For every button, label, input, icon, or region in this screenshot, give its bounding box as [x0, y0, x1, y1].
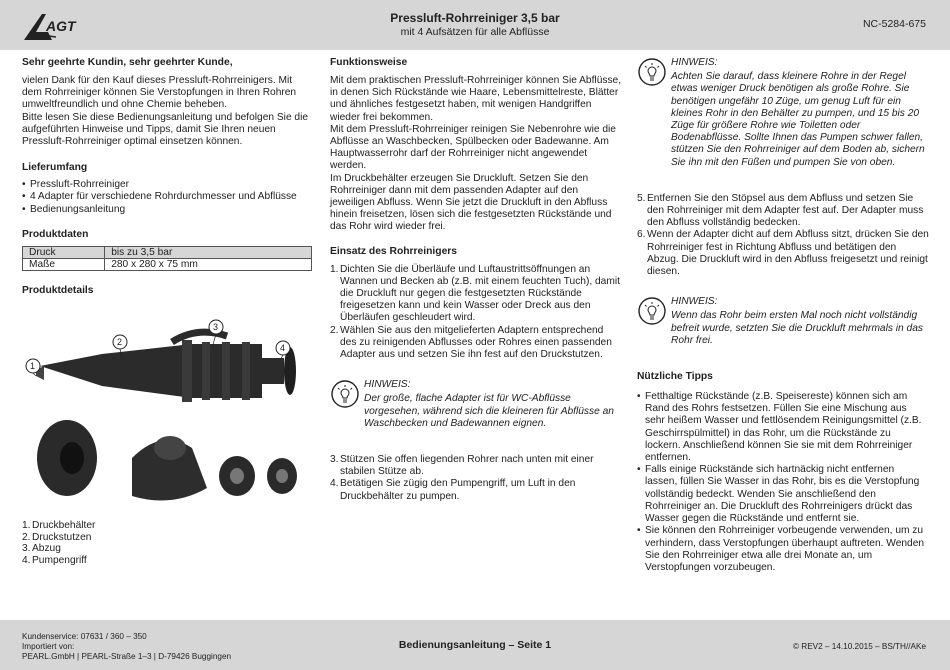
- table-cell: Druck: [23, 246, 105, 258]
- list-item: 3. Abzug: [22, 543, 61, 554]
- produktdaten-table: [22, 246, 312, 271]
- produktdaten-heading: Produktdaten: [22, 228, 89, 240]
- page-footer: [0, 620, 950, 670]
- parts-list: [22, 520, 95, 566]
- list-item: 3. Stützen Sie offen liegenden Rohrer nach unten mit einer stabilen Stütze ab.: [330, 454, 594, 478]
- list-item: • Pressluft-Rohrreiniger: [22, 179, 312, 191]
- lieferumfang-heading: Lieferumfang: [22, 162, 88, 174]
- steps-list: [330, 264, 622, 362]
- note-body: Wenn das Rohr beim ersten Mal noch nicht vollständig befreit wurde, setzten Sie die Druckluft mehrmals in das Rohr frei.: [671, 310, 923, 346]
- note-title: HINWEIS:: [364, 379, 411, 391]
- lightbulb-icon: [330, 379, 360, 409]
- lightbulb-icon: [637, 57, 667, 87]
- greeting: Sehr geehrte Kundin, sehr geehrter Kunde,: [22, 57, 233, 68]
- tipps-heading: Nützliche Tipps: [637, 371, 713, 383]
- table-cell: bis zu 3,5 bar: [105, 246, 312, 258]
- column-right: [637, 57, 929, 574]
- list-item: 5. Entfernen Sie den Stöpsel aus dem Abfluss und setzen Sie den Rohrreiniger mit dem Adapter fest auf. Der Adapter muss den Abfluss vollständig bedecken.: [637, 192, 924, 229]
- callout-3: 3: [213, 322, 219, 332]
- table-cell: Maße: [23, 258, 105, 270]
- list-item: 1. Dichten Sie die Überläufe und Luftaustrittsöffnungen an Wannen und Becken ab (z.B. mit einem feuchten Tuch), damit die Druckluft nur gegen die festgesetzten Rückstände freigesetzen kann und kein Wasser oder Dreck aus den Überläufen geschleudert wird.: [330, 263, 620, 324]
- service-line: Kundenservice: 07631 / 360 – 350: [22, 632, 147, 641]
- list-item: 2. Wählen Sie aus den mitgelieferten Adaptern entsprechend des zu reinigenden Abflusses oder Rohres einen passenden Adapter aus und setzen Sie ihn fest auf den Druckstutzen.: [330, 324, 612, 361]
- document-number: NC-5284-675: [862, 18, 926, 30]
- steps-list: [330, 454, 622, 503]
- document-subtitle: mit 4 Aufsätzen für alle Abflüsse: [400, 26, 550, 38]
- funktionsweise-text: Mit dem praktischen Pressluft-Rohrreiniger können Sie Abflüsse, in denen Sich Rückstände wie Haare, Lebensmittelreste, Blätter und ähnliches festgesetzt haben, mit wenigen Handgriffen wieder frei bekommen. Mit dem Pressluft-Rohrreiniger reinigen Sie Nebenrohre wie die Abflüsse an Waschbecken, Spülbecken oder Badewanne. Am Hauptwasserrohr darf der Rohrreiniger nicht angewendet werden. Im Druckbehälter erzeugen Sie Druckluft. Setzen Sie den Rohrreiniger dann mit dem passenden Adapter auf den jeweiligen Abfluss. Wenn Sie jetzt die Druckluft in den Abfluss hinein freisetzen, lösen sich die festgesetzten Rückstände und das Rohr wird wieder frei.: [330, 75, 622, 233]
- table-row: [23, 246, 312, 258]
- note-title: HINWEIS:: [671, 57, 718, 68]
- page-label: Bedienungsanleitung – Seite 1: [398, 639, 552, 651]
- revision-label: © REV2 – 14.10.2015 – BS/TH//AKe: [792, 642, 926, 651]
- list-item: 1. Druckbehälter: [22, 520, 96, 531]
- funktionsweise-heading: Funktionsweise: [330, 57, 408, 68]
- lightbulb-icon: [637, 296, 667, 326]
- svg-text:AGT: AGT: [46, 18, 76, 34]
- list-item: • Bedienungsanleitung: [22, 204, 312, 216]
- lieferumfang-list: [22, 179, 312, 216]
- pressure-cleaner-image: [36, 332, 296, 402]
- document-title: Pressluft-Rohrreiniger 3,5 bar: [390, 11, 560, 25]
- column-left: [22, 57, 312, 297]
- list-item: • Fetthaltige Rückstände (z.B. Speisereste) können sich am Rand des Rohrs festsetzen. Füllen Sie eine Mischung aus sehr heißem Wasser und fettlösendem Reinigungsmittel (z.B. Geschirrspülmittel) in das Rohr, um die Rückstände zu lockern. Anschließend können Sie sie mit dem Rohrreiniger entfernen.: [637, 391, 929, 464]
- note-body: Der große, flache Adapter ist für WC-Abflüsse vorgesehen, während sich die kleineren für Abflüsse an Waschbecken und Badewannen eignen.: [364, 393, 614, 429]
- callout-4: 4: [280, 343, 286, 353]
- note-box: [330, 379, 622, 430]
- produktdetails-heading: Produktdetails: [22, 284, 94, 296]
- tipps-list: [637, 391, 929, 574]
- note-body: Achten Sie darauf, dass kleinere Rohre in der Regel etwas weniger Druck benötigen als große Rohre. Sie benötigen ungefähr 10 Züge, um genug Luft für ein kleines Rohr in den Behälter zu pumpen, und 15 bis 20 Züge für größere Rohre wie Toiletten oder Bodenabflüsse. Sollte Ihnen das Pumpen schwer fallen, stützen Sie den Rohrreiniger auf dem Boden ab, sichern Sie ihn mit den Füßen und pumpen Sie von oben.: [671, 71, 925, 168]
- steps-list: [637, 193, 929, 278]
- note-box: [637, 57, 929, 169]
- einsatz-heading: Einsatz des Rohrreinigers: [330, 245, 458, 257]
- product-illustration: [22, 318, 312, 514]
- page-header: [0, 0, 950, 50]
- callout-1: 1: [30, 361, 36, 371]
- list-item: 6. Wenn der Adapter dicht auf dem Abfluss sitzt, drücken Sie den Rohrreiniger fest in Richtung Abfluss und betätigen den Abzug. Die Druckluft wird in den Abfluss freigesetzt und reinigt diesen.: [637, 229, 929, 278]
- note-title: HINWEIS:: [671, 296, 718, 308]
- list-item: 2. Druckstutzen: [22, 531, 92, 543]
- list-item: • 4 Adapter für verschiedene Rohrdurchmesser und Abflüsse: [22, 191, 312, 203]
- callout-2: 2: [117, 337, 123, 347]
- list-item: 4. Betätigen Sie zügig den Pumpengriff, um Luft in den Druckbehälter zu pumpen.: [330, 478, 576, 502]
- table-cell: 280 x 280 x 75 mm: [105, 258, 312, 270]
- list-item: 4. Pumpengriff: [22, 554, 87, 566]
- column-middle: [330, 57, 622, 503]
- intro-text: vielen Dank für den Kauf dieses Pressluft-Rohrreinigers. Mit dem Rohrreiniger können Sie Verstopfungen in Ihren Rohren umweltfreundlich und ohne Chemie beheben. Bitte lesen Sie diese Bedienungsanleitung und befolgen Sie die aufgeführten Hinweise und Tipps, damit Sie Ihren neuen Pressluft-Rohrreiniger optimal einsetzen können.: [22, 75, 309, 148]
- note-box: [637, 296, 929, 347]
- table-row: [23, 258, 312, 270]
- importer-label: Importiert von:: [22, 642, 75, 651]
- list-item: • Sie können den Rohrreiniger vorbeugende verwenden, um zu verhindern, dass Verstopfungen überhaupt auftreten. Wenden Sie den Rohrreiniger etwa alle drei Monate an, um Verstopfungen vorzubeugen.: [637, 525, 929, 574]
- adapters-image: [37, 420, 297, 501]
- importer-address: PEARL.GmbH | PEARL-Straße 1–3 | D-79426 Buggingen: [22, 652, 232, 661]
- list-item: • Falls einige Rückstände sich hartnäckig nicht entfernen lassen, füllen Sie Wasser in das Rohr, bis es die Verstopfung vollständig bedeckt. Wenden Sie anschließend den Rohrreiniger an. Die Druckluft des Rohrreinigers drückt das Wasser gegen die Rückstände und entfernt sie.: [637, 464, 929, 525]
